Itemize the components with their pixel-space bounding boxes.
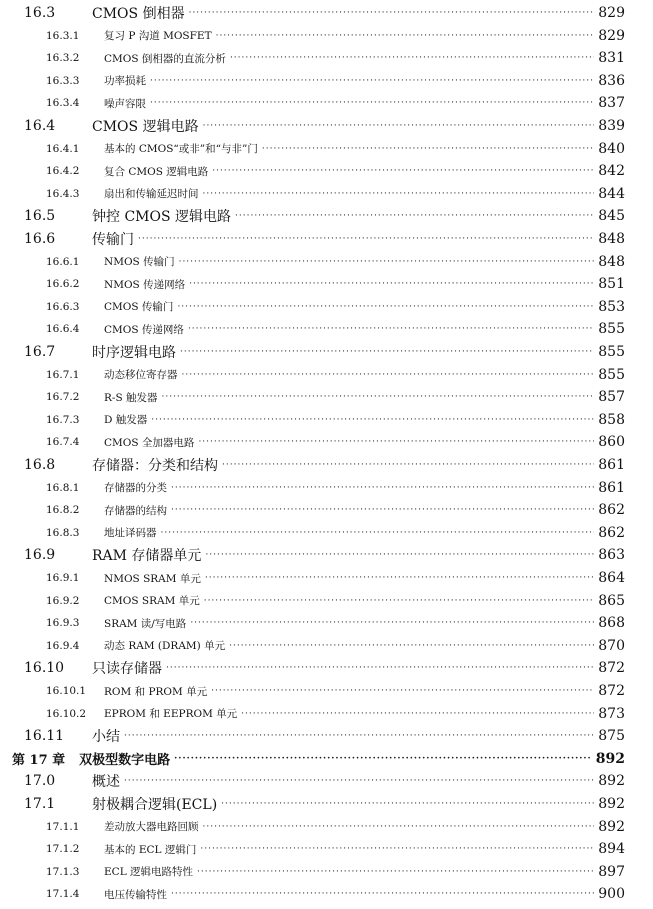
dot-leader [161,522,595,544]
dot-leader [203,183,595,205]
entry-page-number: 861 [598,457,625,473]
entry-number: 17.1.1 [46,820,80,833]
entry-page-number: 862 [598,524,625,541]
entry-title: 钟控 CMOS 逻辑电路 [92,209,232,226]
entry-number: 17.1 [24,796,56,812]
entry-page-number: 860 [598,434,625,451]
dot-leader [166,657,594,679]
entry-title: 噪声容限 [104,97,146,110]
toc-subsection-entry[interactable] [46,251,625,273]
entry-title: NMOS 传递网络 [104,278,186,291]
entry-title: R-S 触发器 [104,391,158,404]
dot-leader [222,454,594,476]
toc-subsection-entry[interactable] [46,861,625,883]
toc-subsection-entry[interactable] [46,816,625,838]
toc-subsection-entry[interactable] [46,477,625,499]
entry-title: 双极型数字电路 [79,753,171,769]
entry-page-number: 872 [598,660,625,677]
entry-number: 16.4 [24,118,56,134]
entry-number: 16.6 [24,231,56,247]
toc-subsection-entry[interactable] [46,364,625,386]
entry-number: 16.9.1 [46,572,80,584]
toc-subsection-entry[interactable] [46,680,625,702]
toc-subsection-entry[interactable] [46,703,625,725]
toc-subsection-entry[interactable] [46,296,625,318]
toc-subsection-entry[interactable] [46,386,625,408]
entry-title: RAM 存储器单元 [92,548,202,565]
dot-leader [171,477,594,499]
entry-title: SRAM 读/写电路 [104,617,187,630]
entry-number: 16.8 [24,457,56,473]
entry-title: 存储器的结构 [104,504,167,517]
dot-leader [189,273,594,295]
dot-leader [235,205,594,227]
entry-title: CMOS SRAM 单元 [104,595,200,608]
toc-section-entry[interactable] [24,115,625,137]
toc-subsection-entry[interactable] [46,635,625,657]
entry-title: D 触发器 [104,414,148,427]
dot-leader [212,160,594,182]
dot-leader [171,499,594,521]
entry-page-number: 831 [598,50,625,67]
entry-page-number: 844 [598,185,625,202]
toc-section-entry[interactable] [24,454,625,476]
entry-page-number: 870 [598,637,625,654]
toc-subsection-entry[interactable] [46,160,625,182]
entry-page-number: 839 [598,118,625,134]
toc-subsection-entry[interactable] [46,273,625,295]
toc-subsection-entry[interactable] [46,92,625,114]
entry-page-number: 892 [598,773,625,790]
toc-subsection-entry[interactable] [46,838,625,860]
dot-leader [188,318,594,340]
entry-page-number: 848 [598,253,625,270]
entry-number: 16.4.1 [46,142,80,155]
dot-leader [138,228,594,250]
entry-title: CMOS 全加器电路 [104,436,195,449]
entry-number: 16.7.3 [46,413,80,426]
dot-leader [189,2,595,24]
dot-leader [197,861,594,883]
entry-number: 16.9.4 [46,639,80,652]
entry-number: 17.1.2 [46,843,80,856]
toc-subsection-entry[interactable] [46,25,625,47]
entry-number: 16.8.2 [46,504,80,517]
entry-page-number: 853 [598,298,625,315]
entry-page-number: 855 [598,321,625,338]
dot-leader [216,25,595,47]
entry-page-number: 836 [598,72,625,89]
entry-page-number: 863 [598,547,625,564]
entry-page-number: 857 [598,389,625,406]
entry-title: CMOS 逻辑电路 [92,119,199,135]
entry-title: 差动放大器电路回顾 [104,821,199,834]
entry-page-number: 855 [598,366,625,383]
entry-number: 16.6.4 [46,323,80,336]
dot-leader [200,838,594,860]
dot-leader [198,431,594,453]
entry-number: 16.8.3 [46,526,80,539]
entry-number: 16.3.3 [46,74,80,87]
entry-page-number: 897 [598,863,625,880]
entry-number: 16.9.2 [46,594,80,607]
dot-leader [150,92,594,114]
toc-subsection-entry[interactable] [46,183,625,205]
toc-subsection-entry[interactable] [46,70,625,92]
entry-page-number: 861 [598,479,625,496]
toc-subsection-entry[interactable] [46,138,625,160]
entry-title: 传输门 [92,232,134,248]
entry-number: 16.7.1 [46,368,80,381]
entry-number: 16.7.2 [46,391,80,404]
toc-subsection-entry[interactable] [46,318,625,340]
entry-number: 16.10.1 [46,685,87,697]
entry-title: 时序逻辑电路 [92,345,176,361]
dot-leader [205,567,594,589]
toc-section-entry[interactable] [24,725,625,747]
entry-number: 16.3.4 [46,97,80,110]
entry-title: CMOS 传输门 [104,301,174,314]
entry-page-number: 837 [598,95,625,112]
toc-subsection-entry[interactable] [46,47,625,69]
dot-leader [182,364,595,386]
entry-page-number: 865 [598,592,625,609]
toc-subsection-entry[interactable] [46,590,625,612]
entry-page-number: 875 [598,728,625,745]
entry-number: 16.6.2 [46,278,80,291]
entry-page-number: 892 [598,796,625,812]
entry-page-number: 840 [598,140,625,157]
entry-number: 16.9 [24,547,56,564]
entry-number: 16.6.1 [46,255,80,268]
entry-page-number: 829 [598,5,625,21]
entry-title: 电压传输特性 [104,888,167,901]
entry-title: 功率损耗 [104,75,146,88]
dot-leader [174,748,592,770]
dot-leader [204,590,595,612]
dot-leader [151,409,594,431]
entry-title: ECL 逻辑电路特性 [104,866,194,879]
entry-title: 复合 CMOS 逻辑电路 [104,165,209,178]
entry-page-number: 845 [598,208,625,225]
entry-page-number: 892 [595,750,625,767]
toc-subsection-entry[interactable] [46,883,625,905]
dot-leader [203,816,595,838]
toc-section-entry[interactable] [24,341,625,363]
toc-section-entry[interactable] [24,2,625,24]
entry-page-number: 900 [598,886,625,903]
entry-page-number: 864 [598,570,625,586]
entry-title: ROM 和 PROM 单元 [104,685,208,698]
dot-leader [150,70,594,92]
entry-number: 16.3.1 [46,29,80,42]
dot-leader [203,115,595,137]
entry-title: 概述 [92,774,120,791]
entry-title: CMOS 传递网络 [104,323,184,336]
entry-title: 存储器的分类 [104,482,167,495]
toc-subsection-entry[interactable] [46,409,625,431]
dot-leader [230,47,594,69]
entry-page-number: 868 [598,615,625,632]
toc-subsection-entry[interactable] [46,431,625,453]
entry-page-number: 892 [598,818,625,835]
dot-leader [161,386,594,408]
entry-number: 16.7 [24,344,56,360]
dot-leader [124,770,594,792]
toc-section-entry[interactable] [24,544,625,566]
toc-section-entry[interactable] [24,205,625,227]
entry-page-number: 862 [598,502,625,519]
entry-number: 16.3.2 [46,52,80,65]
entry-number: 16.4.3 [46,187,80,200]
entry-page-number: 855 [598,344,625,360]
dot-leader [221,793,594,815]
toc-chapter-entry[interactable] [12,748,625,770]
entry-page-number: 873 [598,705,625,722]
dot-leader [241,703,594,725]
entry-title: 动态 RAM (DRAM) 单元 [104,640,226,653]
entry-title: 地址译码器 [104,527,157,540]
entry-number: 16.3 [24,5,56,21]
entry-number: 16.10 [24,660,65,677]
toc-subsection-entry[interactable] [46,612,625,634]
toc-section-entry[interactable] [24,657,625,679]
toc-subsection-entry[interactable] [46,567,625,589]
dot-leader [262,138,594,160]
toc-section-entry[interactable] [24,228,625,250]
entry-number: 17.1.3 [46,865,80,878]
dot-leader [190,612,594,634]
entry-number: 第 17 章 [12,753,66,769]
dot-leader [180,341,594,363]
entry-number: 16.7.4 [46,436,80,449]
entry-number: 16.8.1 [46,481,80,494]
dot-leader [179,251,595,273]
entry-page-number: 894 [598,841,625,858]
entry-number: 16.10.2 [46,707,87,720]
entry-page-number: 851 [598,276,625,293]
entry-title: 动态移位寄存器 [104,369,178,382]
entry-number: 16.9.3 [46,617,80,630]
toc-section-entry[interactable] [24,793,625,815]
toc-subsection-entry[interactable] [46,522,625,544]
entry-title: 基本的 CMOS“或非”和“与非”门 [104,143,258,156]
dot-leader [229,635,594,657]
entry-title: EPROM 和 EEPROM 单元 [104,708,238,721]
entry-page-number: 858 [598,411,625,428]
dot-leader [211,680,594,702]
entry-title: CMOS 倒相器 [92,6,185,22]
entry-page-number: 829 [598,27,625,44]
dot-leader [205,544,594,566]
entry-title: CMOS 倒相器的直流分析 [104,52,226,65]
entry-number: 17.1.4 [46,888,80,901]
entry-page-number: 872 [598,683,625,699]
entry-number: 16.4.2 [46,165,80,178]
toc-subsection-entry[interactable] [46,499,625,521]
entry-title: 只读存储器 [92,661,162,678]
entry-title: 基本的 ECL 逻辑门 [104,843,197,856]
dot-leader [124,725,594,747]
dot-leader [177,296,594,318]
entry-number: 17.0 [24,773,56,790]
entry-number: 16.6.3 [46,300,80,313]
entry-title: NMOS 传输门 [104,256,175,269]
entry-title: 复习 P 沟道 MOSFET [104,30,212,43]
toc-section-entry[interactable] [24,770,625,792]
entry-title: 扇出和传输延迟时间 [104,188,199,201]
entry-number: 16.11 [24,728,65,745]
entry-title: 小结 [92,729,120,746]
entry-number: 16.5 [24,208,56,225]
entry-page-number: 848 [598,231,625,247]
entry-title: 存储器：分类和结构 [92,458,218,474]
entry-page-number: 842 [598,163,625,180]
entry-title: 射极耦合逻辑(ECL) [92,797,218,813]
entry-title: NMOS SRAM 单元 [104,572,201,585]
dot-leader [171,883,594,905]
